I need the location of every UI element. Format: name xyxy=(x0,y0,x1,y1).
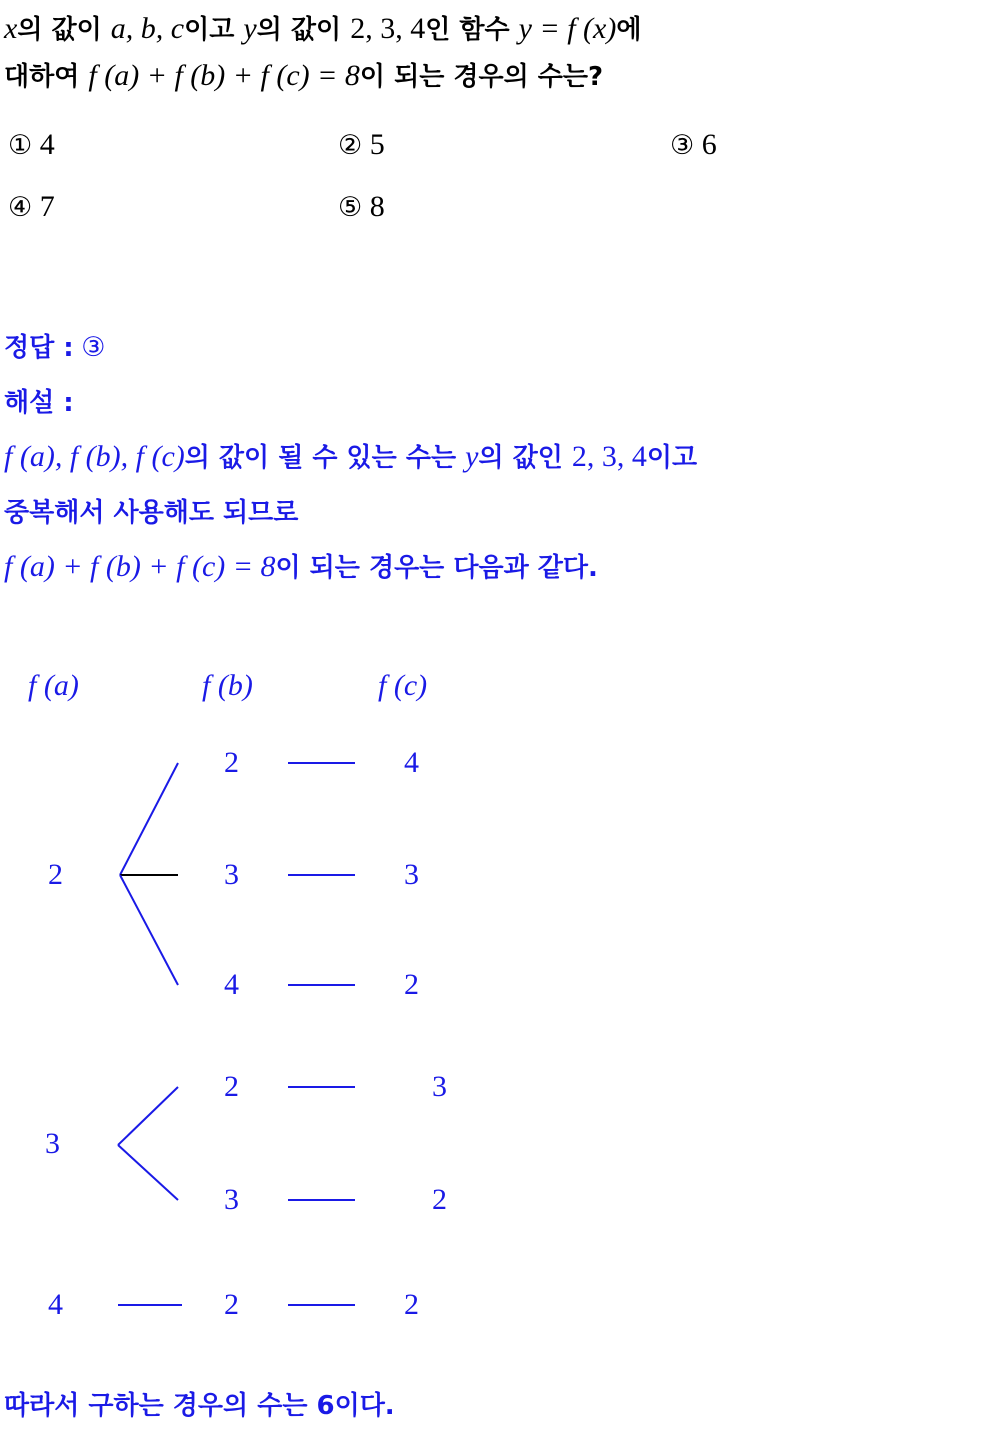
choice-1[interactable] xyxy=(8,128,55,162)
choice-3-marker: ③ xyxy=(670,130,695,161)
question-text-7: 이 되는 경우의 수는? xyxy=(359,62,604,92)
choice-2[interactable] xyxy=(338,128,385,162)
solution-text-2: 의 값인 xyxy=(478,443,572,473)
choice-3-label: 6 xyxy=(701,128,717,161)
solution-label: 해설 : xyxy=(4,388,74,418)
conclusion-text: 따라서 구하는 경우의 수는 6이다. xyxy=(4,1391,395,1421)
question-text-1: 의 값이 xyxy=(17,15,111,45)
choice-1-label: 4 xyxy=(39,128,55,161)
choice-1-marker: ① xyxy=(8,130,33,161)
choice-5-marker: ⑤ xyxy=(338,192,363,223)
tree-node-c-1-1: 4 xyxy=(404,746,419,779)
tree-node-c-2-1: 3 xyxy=(432,1070,447,1103)
tree-node-b-2-1: 2 xyxy=(224,1070,239,1103)
tree-node-b-3-1: 2 xyxy=(224,1288,239,1321)
choice-3[interactable] xyxy=(670,128,717,162)
question-vars-abc: a, b, c xyxy=(110,12,185,45)
tree-node-b-1-3: 4 xyxy=(224,968,239,1001)
question-line-2 xyxy=(4,53,989,100)
choice-row-2 xyxy=(4,190,989,252)
tree-diagram xyxy=(0,655,993,1355)
tree-header-fb: f (b) xyxy=(202,669,253,702)
conclusion-line xyxy=(4,1385,395,1422)
question-text-5: 에 xyxy=(616,15,642,45)
choice-4-marker: ④ xyxy=(8,192,33,223)
tree-node-c-2-2: 2 xyxy=(432,1183,447,1216)
solution-label-line xyxy=(4,375,989,430)
solution-text-3: 이고 xyxy=(646,443,698,473)
choice-list xyxy=(4,128,989,252)
question-text-4: 인 함수 xyxy=(425,15,519,45)
tree-node-root-3: 4 xyxy=(48,1288,63,1321)
answer-line xyxy=(4,320,989,375)
question-text-3: 의 값이 xyxy=(256,15,351,45)
solution-text-5: 이 되는 경우는 다음과 같다. xyxy=(275,553,598,583)
solution-var-y: y xyxy=(465,440,479,473)
tree-node-c-1-3: 2 xyxy=(404,968,419,1001)
solution-equation: f (a) + f (b) + f (c) = 8 xyxy=(4,550,276,583)
tree-node-root-2: 3 xyxy=(45,1127,60,1160)
tree-node-root-1: 2 xyxy=(48,858,63,891)
question-text-2: 이고 xyxy=(184,15,244,45)
tree-node-c-1-2: 3 xyxy=(404,858,419,891)
solution-nums: 2, 3, 4 xyxy=(571,440,647,473)
tree-node-c-3-1: 2 xyxy=(404,1288,419,1321)
question-nums-234: 2, 3, 4 xyxy=(350,12,426,45)
question-equation: f (a) + f (b) + f (c) = 8 xyxy=(88,59,360,92)
choice-row-1 xyxy=(4,128,989,190)
choice-5-label: 8 xyxy=(369,190,385,223)
tree-header-fa: f (a) xyxy=(28,669,79,702)
choice-2-marker: ② xyxy=(338,130,363,161)
choice-4-label: 7 xyxy=(39,190,55,223)
solution-line-3 xyxy=(4,540,989,595)
choice-4[interactable] xyxy=(8,190,55,224)
question-line-1 xyxy=(4,6,989,53)
tree-connector-lines xyxy=(0,655,993,1355)
tree-node-b-1-2: 3 xyxy=(224,858,239,891)
choice-5[interactable] xyxy=(338,190,385,224)
tree-node-b-1-1: 2 xyxy=(224,746,239,779)
choice-2-label: 5 xyxy=(369,128,385,161)
question-function-def: y = f (x) xyxy=(518,12,617,45)
solution-text-1: 의 값이 될 수 있는 수는 xyxy=(184,443,466,473)
answer-block xyxy=(4,320,989,595)
tree-header-fc: f (c) xyxy=(378,669,428,702)
solution-functions: f (a), f (b), f (c) xyxy=(4,440,185,473)
answer-value: ③ xyxy=(81,332,106,363)
question-text-6: 대하여 xyxy=(4,62,89,92)
question-block xyxy=(4,6,989,100)
answer-label: 정답 : xyxy=(4,333,74,363)
tree-node-b-2-2: 3 xyxy=(224,1183,239,1216)
solution-line-1 xyxy=(4,430,989,485)
solution-line-2 xyxy=(4,485,989,540)
solution-text-4: 중복해서 사용해도 되므로 xyxy=(4,498,299,528)
question-var-x: x xyxy=(4,12,18,45)
question-var-y: y xyxy=(243,12,257,45)
